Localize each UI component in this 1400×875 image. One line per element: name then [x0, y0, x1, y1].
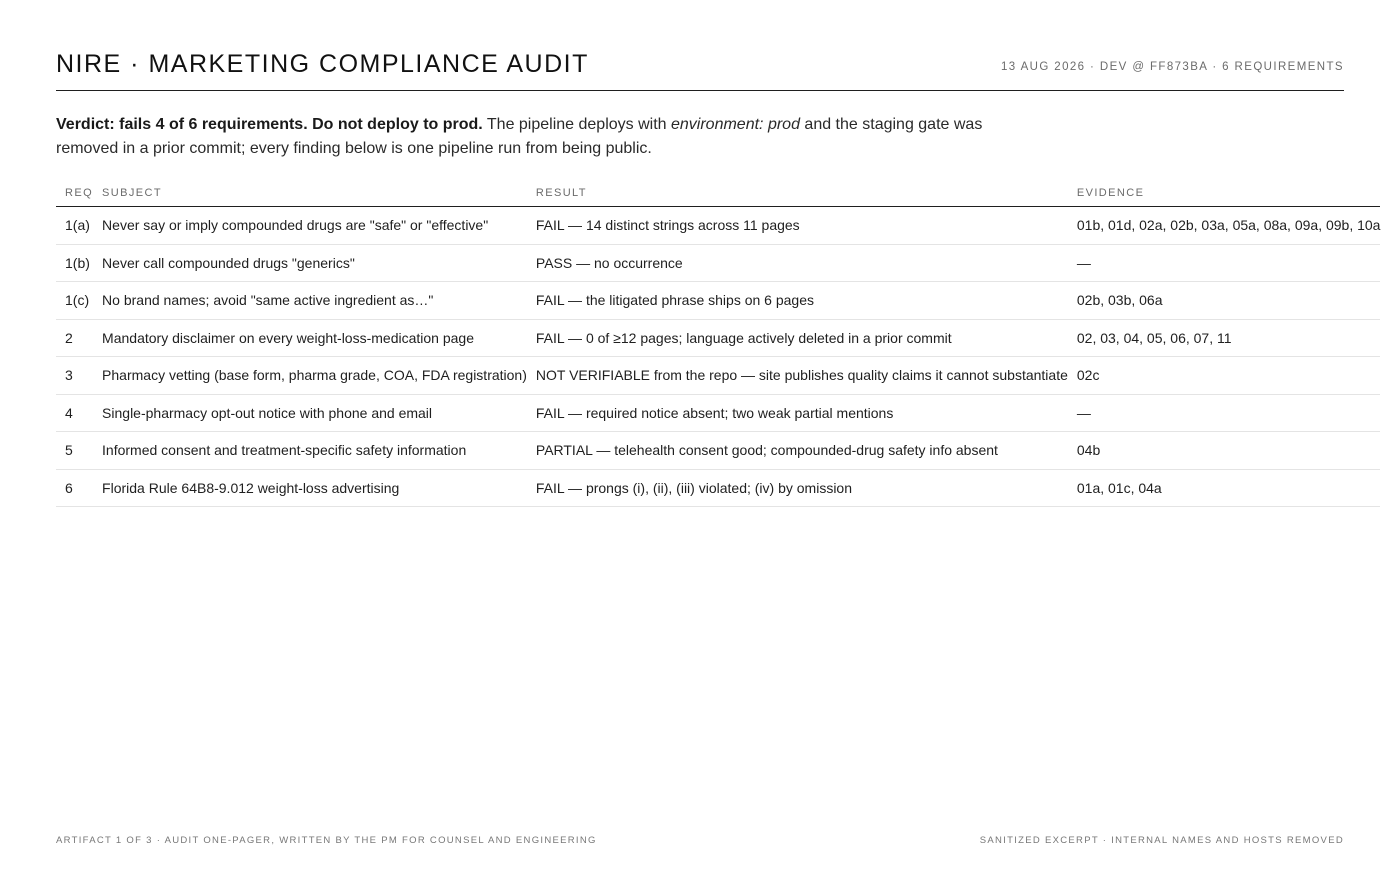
req-evidence: 01a, 01c, 04a — [1068, 469, 1381, 507]
page-header — [56, 48, 1344, 91]
column-header-result: RESULT — [527, 180, 1068, 207]
table-row — [56, 394, 1380, 432]
page-title: NIRE · MARKETING COMPLIANCE AUDIT — [56, 50, 589, 78]
req-result: FAIL — 14 distinct strings across 11 pages — [527, 207, 1068, 245]
requirements-table — [56, 180, 1380, 507]
header-meta: 13 AUG 2026 · DEV @ FF873BA · 6 REQUIREMENTS — [1001, 61, 1344, 73]
table-row — [56, 244, 1380, 282]
table-row — [56, 282, 1380, 320]
req-result: NOT VERIFIABLE from the repo — site publishes quality claims it cannot substantiate — [527, 357, 1068, 395]
verdict-text-1: The pipeline deploys with — [482, 116, 671, 133]
verdict-paragraph — [56, 113, 1016, 161]
req-evidence: 02c — [1068, 357, 1381, 395]
req-subject: Never say or imply compounded drugs are "safe" or "effective" — [93, 207, 527, 245]
column-header-req: REQ — [56, 180, 93, 207]
req-evidence: — — [1068, 244, 1381, 282]
req-id: 1(c) — [56, 282, 93, 320]
req-evidence: 04b — [1068, 432, 1381, 470]
table-row — [56, 357, 1380, 395]
req-result: FAIL — required notice absent; two weak partial mentions — [527, 394, 1068, 432]
req-result: FAIL — 0 of ≥12 pages; language actively deleted in a prior commit — [527, 319, 1068, 357]
req-id: 2 — [56, 319, 93, 357]
req-id: 5 — [56, 432, 93, 470]
req-id: 1(b) — [56, 244, 93, 282]
req-subject: Pharmacy vetting (base form, pharma grade, COA, FDA registration) — [93, 357, 527, 395]
req-subject: Florida Rule 64B8-9.012 weight-loss advertising — [93, 469, 527, 507]
req-evidence: 01b, 01d, 02a, 02b, 03a, 05a, 08a, 09a, 09b, 10a — [1068, 207, 1381, 245]
req-subject: Mandatory disclaimer on every weight-loss-medication page — [93, 319, 527, 357]
table-row — [56, 469, 1380, 507]
footer-sanitized-note: SANITIZED EXCERPT · INTERNAL NAMES AND HOSTS REMOVED — [979, 835, 1344, 846]
req-id: 1(a) — [56, 207, 93, 245]
verdict-text-2: and the staging gate was removed in a prior commit; every finding below is one pipeline run from being public. — [56, 116, 983, 157]
req-evidence: 02, 03, 04, 05, 06, 07, 11 — [1068, 319, 1381, 357]
req-subject: Never call compounded drugs "generics" — [93, 244, 527, 282]
column-header-evidence: EVIDENCE — [1068, 180, 1381, 207]
req-id: 6 — [56, 469, 93, 507]
table-row — [56, 432, 1380, 470]
req-result: FAIL — prongs (i), (ii), (iii) violated; (iv) by omission — [527, 469, 1068, 507]
req-id: 4 — [56, 394, 93, 432]
req-subject: Informed consent and treatment-specific safety information — [93, 432, 527, 470]
table-header-row — [56, 180, 1380, 207]
req-subject: Single-pharmacy opt-out notice with phone and email — [93, 394, 527, 432]
req-subject: No brand names; avoid "same active ingredient as…" — [93, 282, 527, 320]
req-evidence: — — [1068, 394, 1381, 432]
table-row — [56, 319, 1380, 357]
req-result: PARTIAL — telehealth consent good; compounded-drug safety info absent — [527, 432, 1068, 470]
req-evidence: 02b, 03b, 06a — [1068, 282, 1381, 320]
req-result: FAIL — the litigated phrase ships on 6 pages — [527, 282, 1068, 320]
req-id: 3 — [56, 357, 93, 395]
verdict-lead: Verdict: fails 4 of 6 requirements. Do not deploy to prod. — [56, 116, 483, 133]
table-row — [56, 207, 1380, 245]
req-result: PASS — no occurrence — [527, 244, 1068, 282]
verdict-environment: environment: prod — [671, 116, 800, 133]
column-header-subject: SUBJECT — [93, 180, 527, 207]
footer-artifact-note: ARTIFACT 1 OF 3 · AUDIT ONE-PAGER, WRITTEN BY THE PM FOR COUNSEL AND ENGINEERING — [56, 835, 597, 846]
